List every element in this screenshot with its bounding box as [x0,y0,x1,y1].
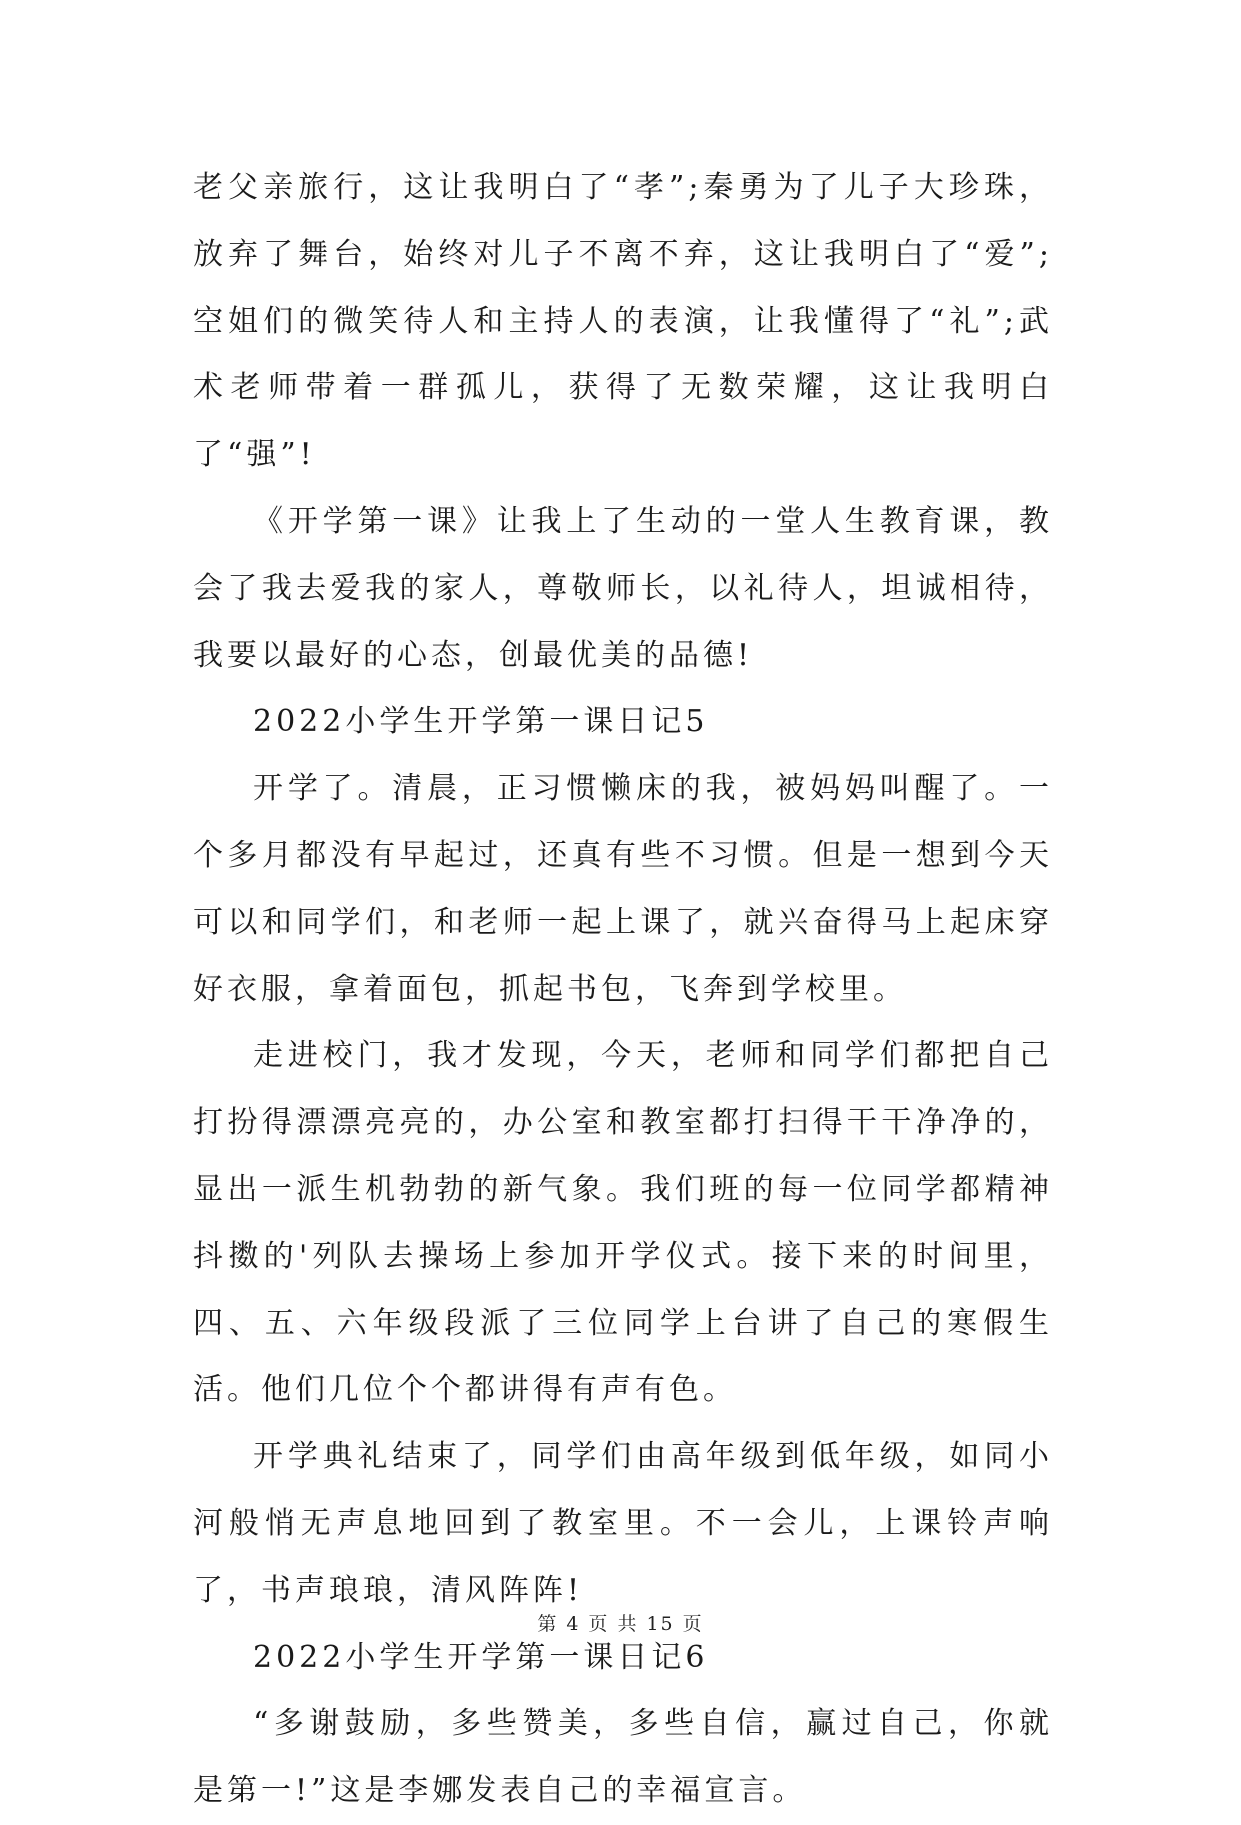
document-body [193,155,1053,1825]
paragraph-6: “多谢鼓励，多些赞美，多些自信，赢过自己，你就是第一!”这是李娜发表自己的幸福宣言。 [193,1706,1053,1809]
paragraph-2: 《开学第一课》让我上了生动的一堂人生教育课，教会了我去爱我的家人，尊敬师长，以礼待人，坦诚相待，我要以最好的心态，创最优美的品德! [193,503,1053,673]
section-heading-6: 2022小学生开学第一课日记6 [253,1639,709,1675]
footer-total-pages: 15 [646,1613,675,1635]
paragraph-1: 老父亲旅行，这让我明白了“孝”;秦勇为了儿子大珍珠，放弃了舞台，始终对儿子不离不弃，这让我明白了“爱”;空姐们的微笑待人和主持人的表演，让我懂得了“礼”;武术老师带着一群孤儿，获得了无数荣耀，这让我明白了“强”! [193,170,1053,473]
paragraph-4: 走进校门，我才发现，今天，老师和同学们都把自己打扮得漂漂亮亮的，办公室和教室都打扫得干干净净的，显出一派生机勃勃的新气象。我们班的每一位同学都精神抖擞的'列队去操场上参加开学仪式。接下来的时间里，四、五、六年级段派了三位同学上台讲了自己的寒假生活。他们几位个个都讲得有声有色。 [193,1038,1053,1408]
footer-page-number: 4 [566,1613,581,1635]
footer-middle: 页 共 [588,1613,639,1635]
footer-prefix: 第 [537,1613,559,1635]
paragraph-3: 开学了。清晨，正习惯懒床的我，被妈妈叫醒了。一个多月都没有早起过，还真有些不习惯。但是一想到今天可以和同学们，和老师一起上课了，就兴奋得马上起床穿好衣服，拿着面包，抓起书包，飞奔到学校里。 [193,771,1053,1007]
paragraph-5: 开学典礼结束了，同学们由高年级到低年级，如同小河般悄无声息地回到了教室里。不一会儿，上课铃声响了，书声琅琅，清风阵阵! [193,1439,1053,1608]
page-footer [0,1609,1241,1636]
section-heading-5: 2022小学生开学第一课日记5 [253,704,709,740]
footer-suffix: 页 [682,1613,704,1635]
